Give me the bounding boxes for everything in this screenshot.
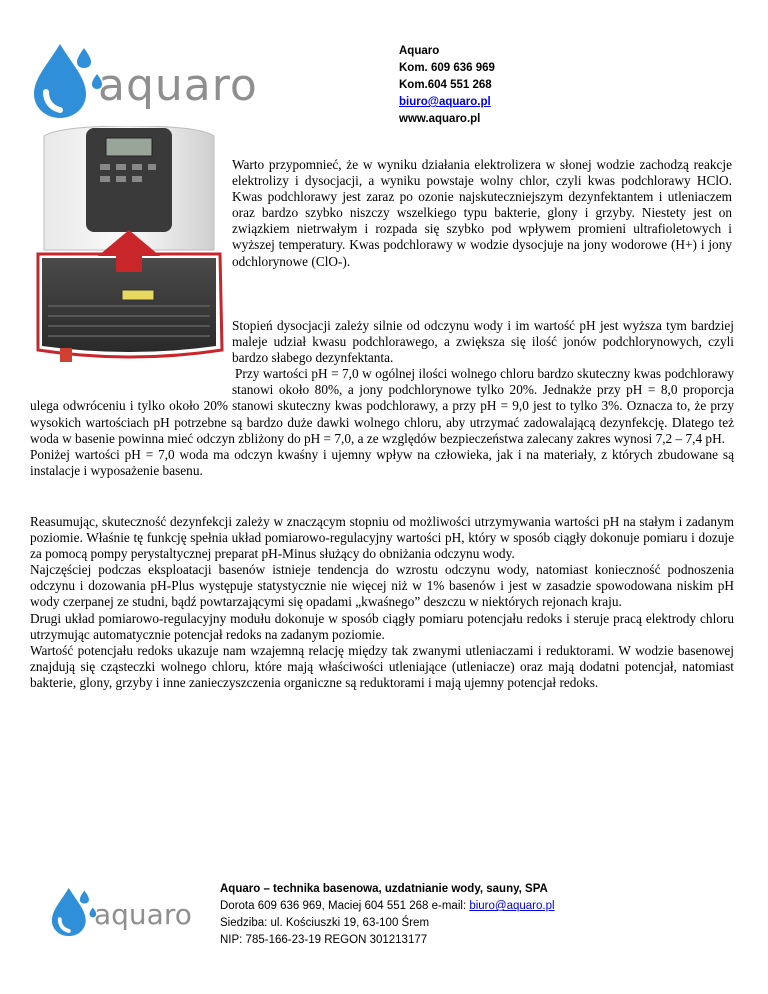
paragraph-dissociation-line-3: Poniżej wartości pH = 7,0 woda ma odczyn kwaśny i ujemny wpływ na człowieka, jak i na materiały, z których zbudowane są instalacje i wyposażenie basenu.: [30, 446, 734, 478]
company-name: Aquaro: [399, 45, 440, 57]
footer-water-drops-icon: [48, 884, 100, 940]
footer-contact-line: [220, 898, 555, 915]
footer-contact-text: Dorota 609 636 969, Maciej 604 551 268 e-mail:: [220, 900, 470, 912]
phone-1: Kom. 609 636 969: [399, 62, 495, 74]
header-email-link[interactable]: biuro@aquaro.pl: [399, 96, 491, 108]
image-float-spacer: [30, 318, 232, 384]
summary-line-1: Reasumując, skuteczność dezynfekcji zależy w znaczącym stopniu od możliwości utrzymywania wartości pH na stałym i zadanym poziomie. Właśnie tę funkcję spełnia układ pomiarowo-regulacyjny wartości pH, który w sposób ciągły dokonuje pomiaru i dozuje za pomocą pompy perystaltycznej preparat pH-Minus służący do obniżania odczynu wody.: [30, 514, 734, 562]
paragraph-electrolysis: Warto przypomnieć, że w wyniku działania elektrolizera w słonej wodzie zachodzą reakcje elektrolizy i dysocjacji, a wyniku powstaje wolny chlor, czyli kwas podchlorawy HClO. Kwas podchlorawy jest zaraz po ozonie najskuteczniejszym dezynfektantem i utleniaczem oraz bardzo szybko niszczy wszelkiego typu bakterie, glony i grzyby. Niestety jest on związkiem nietrwałym i rozpada się szybko pod wpływem promieni ultrafioletowych i wyższej temperatury. Kwas podchlorawy w wodzie dysocjuje na jony wodorowe (H+) i jony odchlorynowe (ClO-).: [232, 157, 732, 269]
summary-line-4: Wartość potencjału redoks ukazuje nam wzajemną relację między tak zwanymi utleniaczami i reduktorami. W wodzie basenowej znajdują się cząsteczki wolnego chloru, które mają właściwości utleniające (utleniacze) oraz mają dodatni potencjał, natomiast bakterie, glony, grzyby i inne zanieczyszczenia organiczne są reduktorami i mają ujemny potencjał redoks.: [30, 642, 734, 690]
website-text: www.aquaro.pl: [399, 113, 481, 125]
paragraph-summary: [30, 514, 734, 691]
summary-line-3: Drugi układ pomiarowo-regulacyjny modułu dokonuje w sposób ciągły pomiaru potencjału redoks i steruje pracą elektrody chloru utrzymując automatycznie potencjał redoks na zadanym poziomie.: [30, 610, 734, 642]
phone-2: Kom.604 551 268: [399, 79, 492, 91]
paragraph-dissociation: [30, 318, 734, 479]
paragraph-dissociation-line-1: Stopień dysocjacji zależy silnie od odczynu wody i im wartość pH jest wyższa tym bardziej maleje udział kwasu podchlorawego, a zwiększa się ilość jonów podchlorynowych, czyli bardzo słabego dezynfektanta.: [232, 318, 734, 366]
summary-line-2: Najczęściej podczas eksploatacji basenów istnieje tendencja do wzrostu odczynu wody, natomiast konieczność podnoszenia odczynu i dozowania pH-Plus występuje statystycznie nie więcej niż w 1% basenów i jest w zasadzie spowodowana niskim pH wody czerpanej ze studni, bądź powtarzającymi się opadami „kwaśnego” deszczu w niektórych rejonach kraju.: [30, 562, 734, 610]
logo-wordmark: aquaro: [98, 60, 258, 111]
aquaro-logo: [28, 40, 268, 122]
paragraph-dissociation-line-2: Przy wartości pH = 7,0 w ogólnej ilości wolnego chloru bardzo skuteczny kwas podchlorawy stanowi około 80%, a jony podchlorynowe tylko 20%. Jednakże przy pH = 8,0 proporcja ulega odwróceniu i tylko około 20% stanowi skuteczny kwas podchlorawy, a przy pH = 9,0 jest to tylko 3%. Oznacza to, że przy wysokich wartościach pH potrzebne są bardzo duże dawki wolnego chloru, aby utrzymać zadowalającą dezynfekcję. Dlatego też woda w basenie powinna mieć odczyn zbliżony do pH = 7,0, a ze względów bezpieczeństwa zalecany zakres wynosi 7,2 – 7,4 pH.: [30, 366, 734, 446]
footer-aquaro-logo: [48, 884, 208, 940]
header-contact: [399, 43, 495, 128]
footer-email-link[interactable]: biuro@aquaro.pl: [469, 900, 555, 912]
footer-title: Aquaro – technika basenowa, uzdatnianie wody, sauny, SPA: [220, 883, 548, 895]
footer-nip: NIP: 785-166-23-19 REGON 301213177: [220, 934, 428, 946]
footer-info: [220, 881, 555, 949]
water-drops-icon: [28, 40, 108, 122]
footer-logo-wordmark: aquaro: [94, 898, 192, 931]
footer-address: Siedziba: ul. Kościuszki 19, 63-100 Śrem: [220, 917, 430, 929]
